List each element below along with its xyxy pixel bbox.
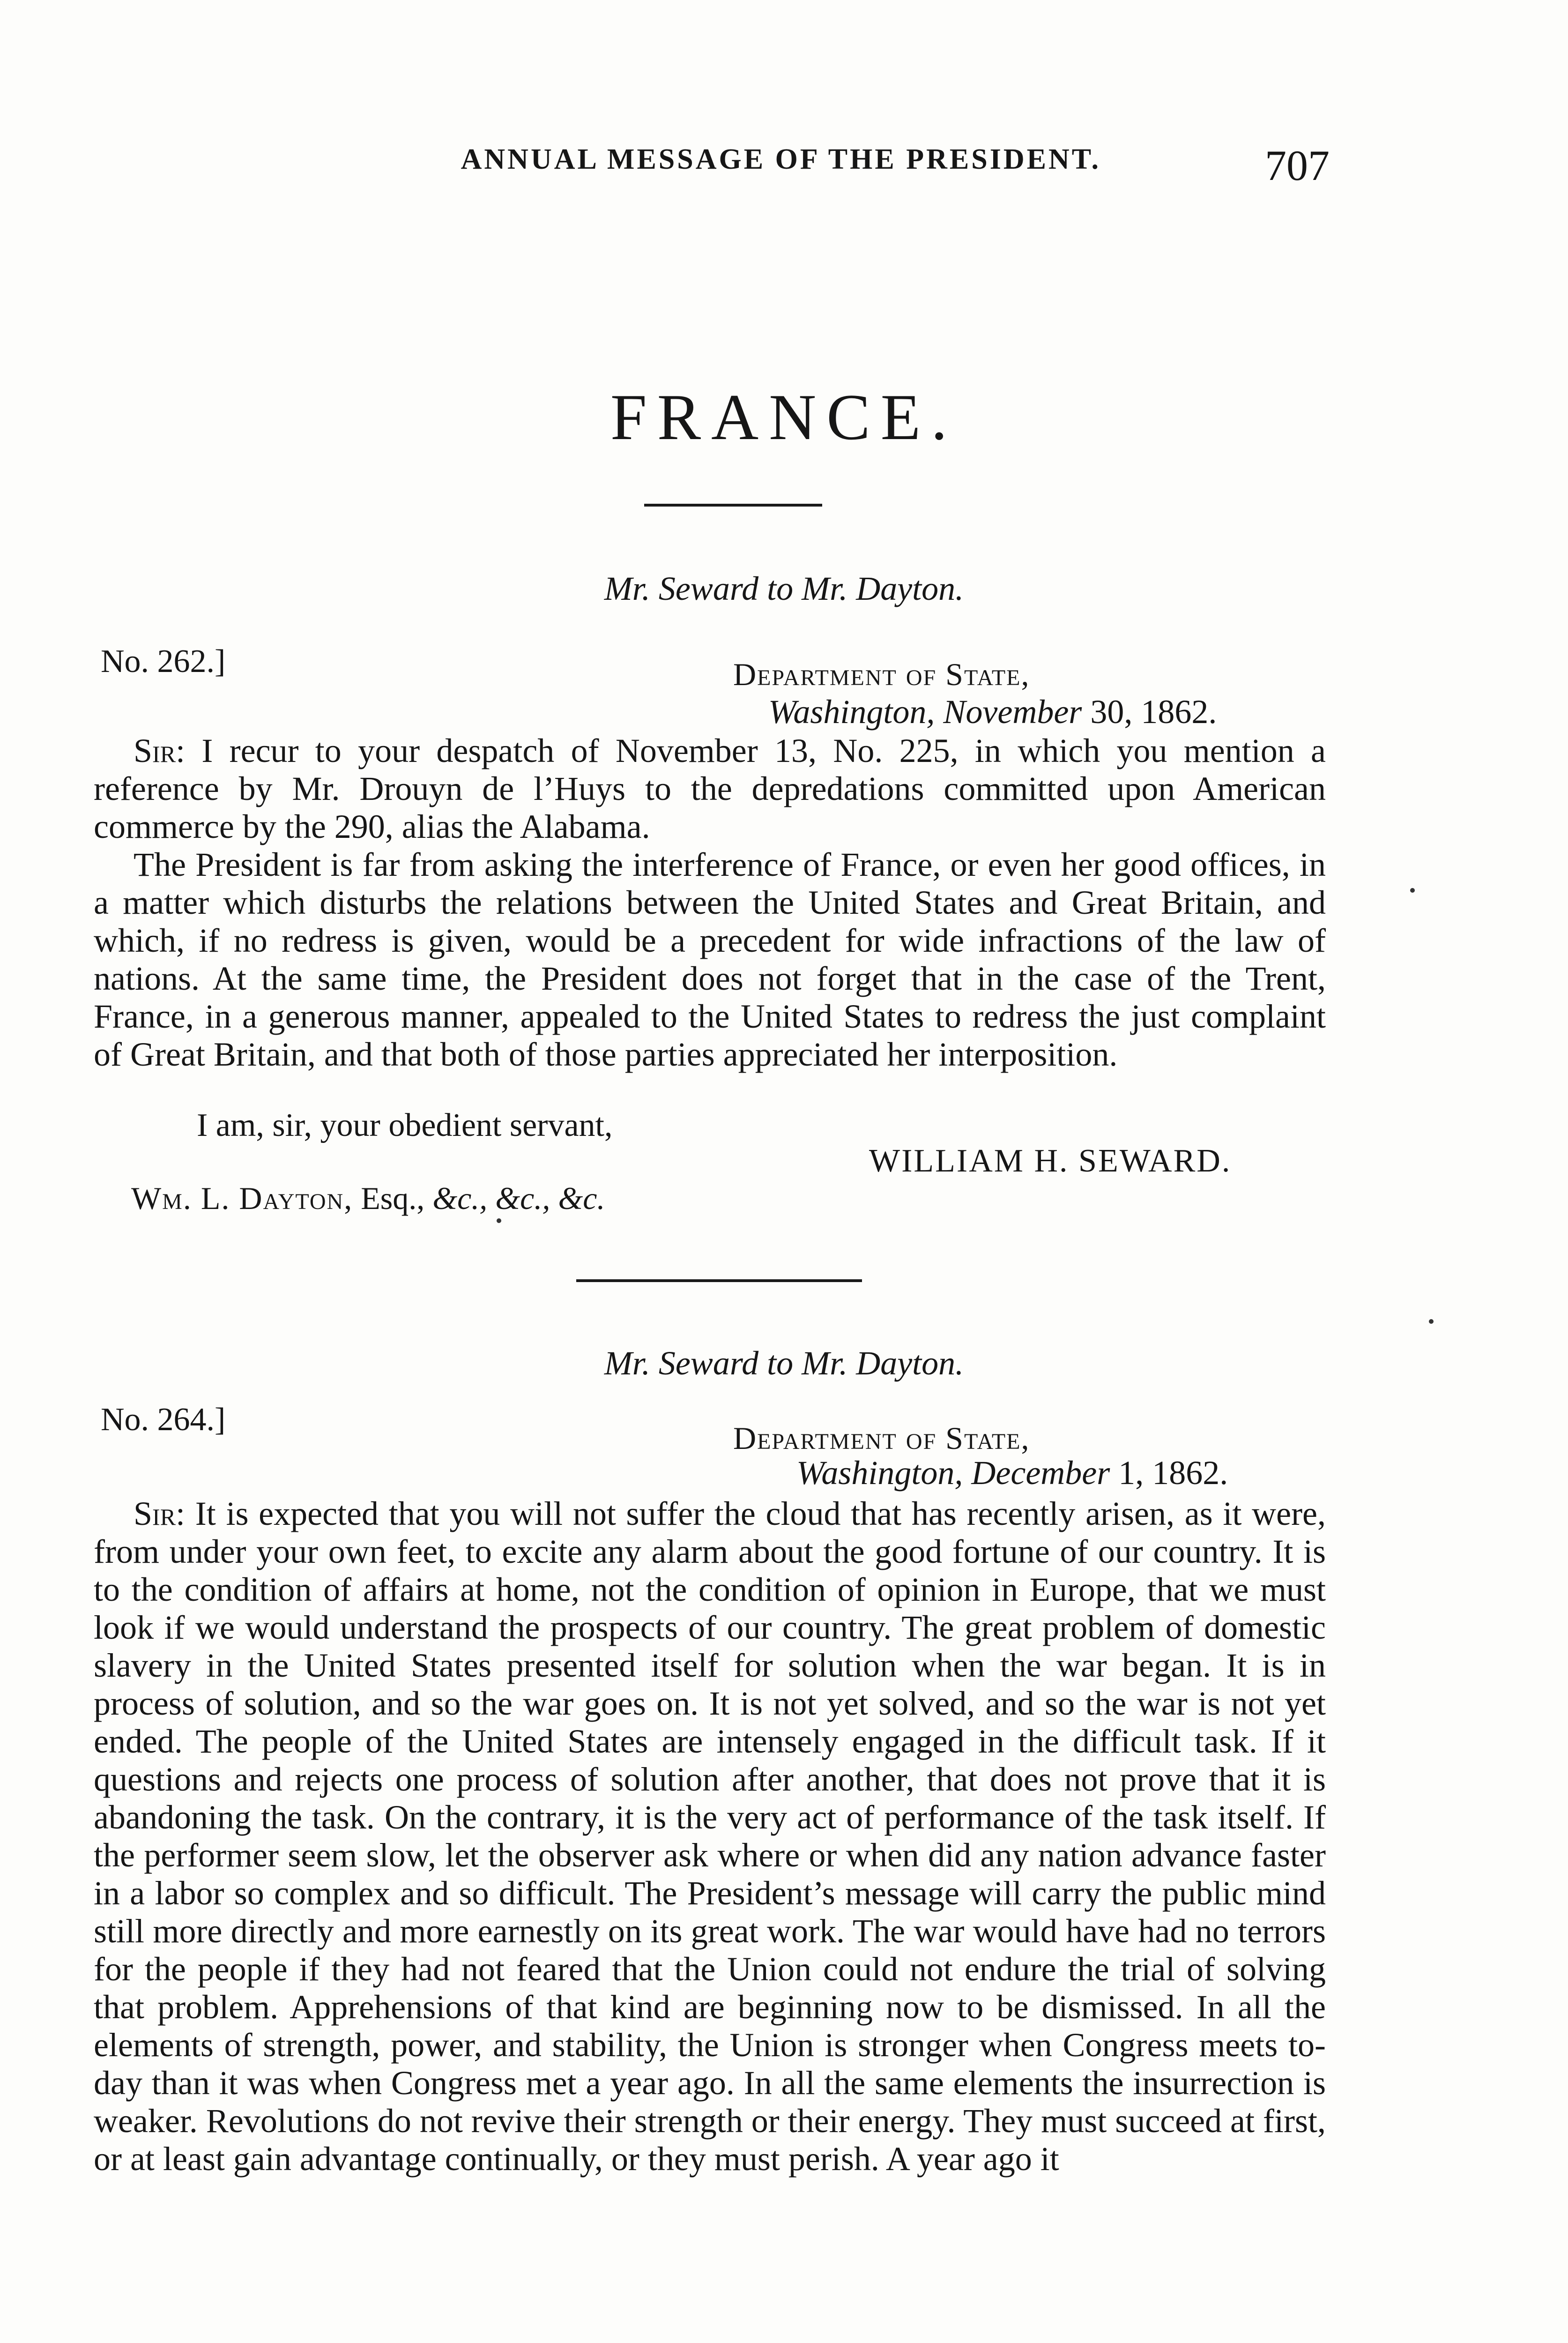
letter2-department: Department of State, [733, 1420, 1030, 1456]
letter1-department: Department of State, [733, 657, 1030, 692]
letter1-paragraph-1-text: I recur to your despatch of November 13, No. 225, in which you mention a reference by Mr. Drouyn de l’Huys to the depredations committed upon American commerce by the 290, alias the Alabama. [94, 732, 1326, 845]
letter2-place: Washington, [796, 1454, 963, 1492]
letter1-paragraph-1 [94, 732, 1326, 846]
addressee-etc: &c., &c., &c. [432, 1180, 605, 1216]
letter-divider-rule [576, 1279, 862, 1282]
letter2-paragraph-1 [94, 1495, 1326, 2178]
letter1-closing: I am, sir, your obedient servant, [197, 1107, 613, 1143]
letter1-signature: WILLIAM H. SEWARD. [869, 1143, 1232, 1179]
letter2-number: No. 264.] [101, 1402, 226, 1438]
letter1-salutation-lead: Sir: [134, 732, 186, 769]
letter2-salutation-lead: Sir: [134, 1495, 186, 1532]
letter2-dateline [796, 1454, 1228, 1492]
heading-rule [644, 504, 822, 507]
letter1-paragraph-2: The President is far from asking the interference of France, or even her good offices, in a matter which disturbs the relations between the United States and Great Britain, and which, if no redress is given, would be a precedent for wide infractions of the law of nations. At the same time, the President does not forget that in the case of the Trent, France, in a generous manner, appealed to the United States to redress the just complaint of Great Britain, and that both of those parties appreciated her interposition. [94, 846, 1326, 1073]
letter2-day-year: 1, 1862. [1118, 1454, 1228, 1492]
letter2-paragraph-1-text: It is expected that you will not suffer the cloud that has recently arisen, as it were, from under your own feet, to excite any alarm about the good fortune of our country. It is to the condition of affairs at home, not the condition of opinion in Europe, that we must look if we would understand the prospects of our country. The great problem of domestic slavery in the United States presented itself for solution when the war began. It is in process of solution, and so the war goes on. It is not yet solved, and so the war is not yet ended. The people of the United States are intensely engaged in the difficult task. If it questions and rejects one process of solution after another, that does not prove that it is abandoning the task. On the contrary, it is the very act of performance of the task itself. If the performer seem slow, let the observer ask where or when did any nation advance faster in a labor so complex and so difficult. The President’s message will carry the public mind still more directly and more earnestly on its great work. The war would have had no terrors for the people if they had not feared that the Union could not endure the trial of solving that problem. Apprehensions of that kind are beginning now to be dismissed. In all the elements of strength, power, and stability, the Union is stronger when Congress meets to-day than it was when Congress met a year ago. In all the same elements the insurrection is weaker. Revolutions do not revive their strength or their energy. They must succeed at first, or at least gain advantage continually, or they must perish. A year ago it [94, 1495, 1326, 2178]
running-header: ANNUAL MESSAGE OF THE PRESIDENT. [461, 143, 1101, 175]
addressee-title: Esq., [361, 1180, 425, 1216]
letter1-title: Mr. Seward to Mr. Dayton. [604, 570, 964, 607]
letter1-place: Washington, [768, 693, 935, 731]
scan-speck [1410, 888, 1415, 893]
letter1-number: No. 262.] [101, 643, 226, 679]
section-heading: FRANCE. [610, 381, 958, 454]
letter1-addressee [131, 1180, 605, 1217]
page-number: 707 [1265, 142, 1330, 189]
addressee-name: Wm. L. Dayton, [131, 1180, 353, 1216]
letter1-dateline [768, 693, 1217, 731]
scan-speck [497, 1218, 501, 1223]
letter1-day-year: 30, 1862. [1090, 693, 1217, 731]
letter1-month: November [943, 693, 1082, 731]
scan-speck [1429, 1319, 1434, 1324]
letter2-title: Mr. Seward to Mr. Dayton. [604, 1344, 964, 1382]
letter2-month: December [971, 1454, 1110, 1492]
